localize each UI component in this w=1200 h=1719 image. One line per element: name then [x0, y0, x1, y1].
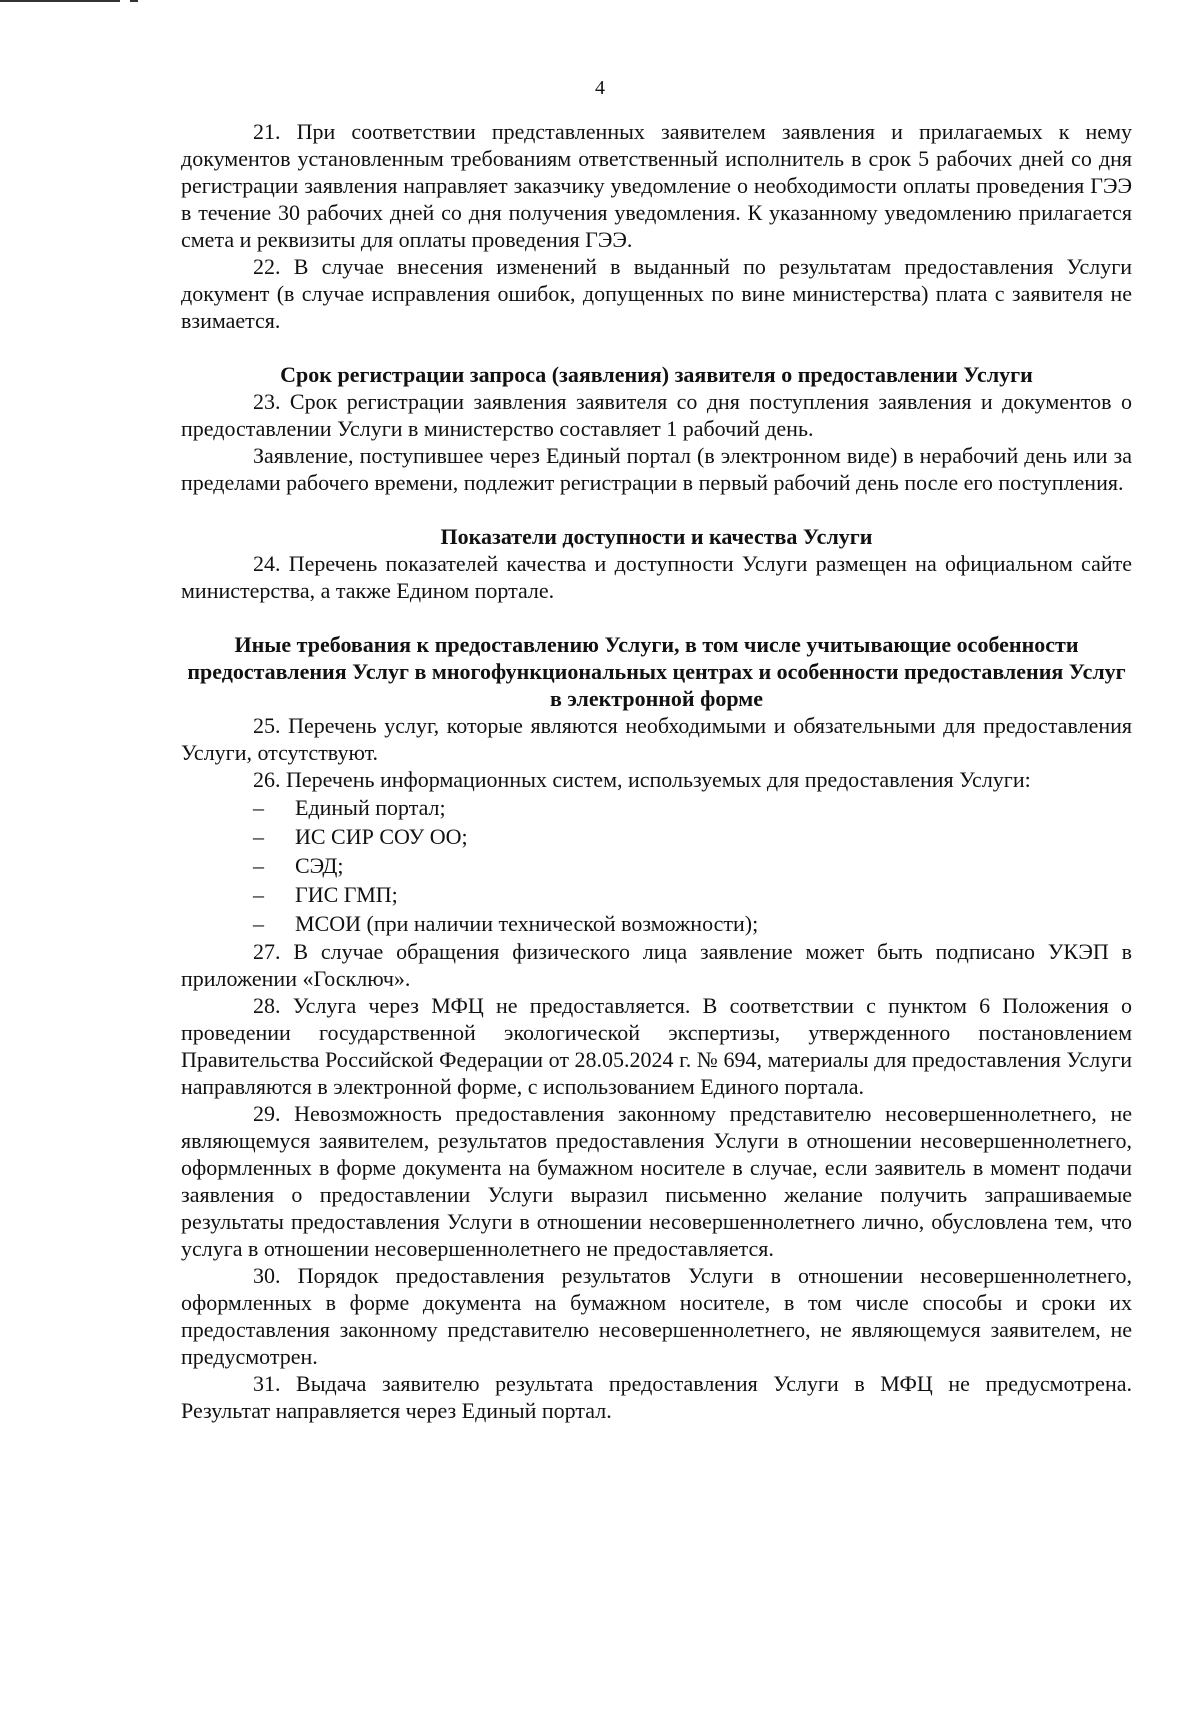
list-item — [181, 909, 1132, 938]
dash-bullet: – — [253, 853, 264, 878]
list-item-text: ГИС ГМП; — [295, 882, 398, 907]
section-heading-quality: Показатели доступности и качества Услуги — [440, 524, 873, 549]
dash-bullet: – — [253, 882, 264, 907]
list-item-text: МСОИ (при наличии технической возможности); — [295, 911, 759, 936]
dash-bullet: – — [253, 824, 264, 849]
document-body — [181, 118, 1132, 1424]
list-item — [181, 793, 1132, 822]
paragraph-31: 31. Выдача заявителю результата предоставления Услуги в МФЦ не предусмотрена. Результат направляется через Единый портал. — [181, 1371, 1132, 1423]
list-item-text: СЭД; — [295, 853, 344, 878]
paragraph-29: 29. Невозможность предоставления законному представителю несовершеннолетнего, не являющемуся заявителем, результатов предоставления Услуги в отношении несовершеннолетнего, оформленных в форме документа на бумажном носителе в случае, если заявитель в момент подачи заявления о предоставлении Услуги выразил письменно желание получить запрашиваемые результаты предоставления Услуги в отношении несовершеннолетнего лично, обусловлена тем, что услуга в отношении несовершеннолетнего не предоставляется. — [181, 1101, 1132, 1261]
paragraph-21: 21. При соответствии представленных заявителем заявления и прилагаемых к нему документов установленным требованиям ответственный исполнитель в срок 5 рабочих дней со дня регистрации заявления направляет заказчику уведомление о необходимости оплаты проведения ГЭЭ в течение 30 рабочих дней со дня получения уведомления. К указанному уведомлению прилагается смета и реквизиты для оплаты проведения ГЭЭ. — [181, 119, 1132, 252]
list-item — [181, 880, 1132, 909]
paragraph-24: 24. Перечень показателей качества и доступности Услуги размещен на официальном сайте министерства, а также Едином портале. — [181, 551, 1132, 603]
list-item — [181, 822, 1132, 851]
paragraph-28: 28. Услуга через МФЦ не предоставляется. В соответствии с пунктом 6 Положения о проведении государственной экологической экспертизы, утвержденного постановлением Правительства Российской Федерации от 28.05.2024 г. № 694, материалы для предоставления Услуги направляются в электронной форме, с использованием Единого портала. — [181, 993, 1132, 1099]
section-heading-registration: Срок регистрации запроса (заявления) заявителя о предоставлении Услуги — [280, 362, 1033, 387]
paragraph-22: 22. В случае внесения изменений в выданный по результатам предоставления Услуги документ (в случае исправления ошибок, допущенных по вине министерства) плата с заявителя не взимается. — [181, 254, 1132, 333]
scan-edge-mark — [130, 0, 138, 2]
dash-bullet: – — [253, 911, 264, 936]
list-item — [181, 851, 1132, 880]
paragraph-30: 30. Порядок предоставления результатов Услуги в отношении несовершеннолетнего, оформленных в форме документа на бумажном носителе, в том числе способы и сроки их предоставления законному представителю несовершеннолетнего, не являющемуся заявителем, не предусмотрен. — [181, 1263, 1132, 1369]
section-heading-other-requirements: Иные требования к предоставлению Услуги, в том числе учитывающие особенности предоставления Услуг в многофункциональных центрах и особенности предоставления Услуг в электронной форме — [187, 632, 1126, 711]
list-item-text: ИС СИР СОУ ОО; — [295, 824, 468, 849]
paragraph-23-continued: Заявление, поступившее через Единый портал (в электронном виде) в нерабочий день или за пределами рабочего времени, подлежит регистрации в первый рабочий день после его поступления. — [181, 443, 1132, 495]
scan-edge-mark — [0, 0, 120, 2]
paragraph-26: 26. Перечень информационных систем, используемых для предоставления Услуги: — [253, 767, 1031, 792]
paragraph-27: 27. В случае обращения физического лица заявление может быть подписано УКЭП в приложении «Госключ». — [181, 939, 1132, 991]
information-systems-list — [181, 793, 1132, 938]
paragraph-25: 25. Перечень услуг, которые являются необходимыми и обязательными для предоставления Услуги, отсутствуют. — [181, 713, 1132, 765]
page-number: 4 — [595, 77, 605, 99]
dash-bullet: – — [253, 795, 264, 820]
paragraph-23: 23. Срок регистрации заявления заявителя со дня поступления заявления и документов о предоставлении Услуги в министерство составляет 1 рабочий день. — [181, 389, 1132, 441]
list-item-text: Единый портал; — [295, 795, 446, 820]
